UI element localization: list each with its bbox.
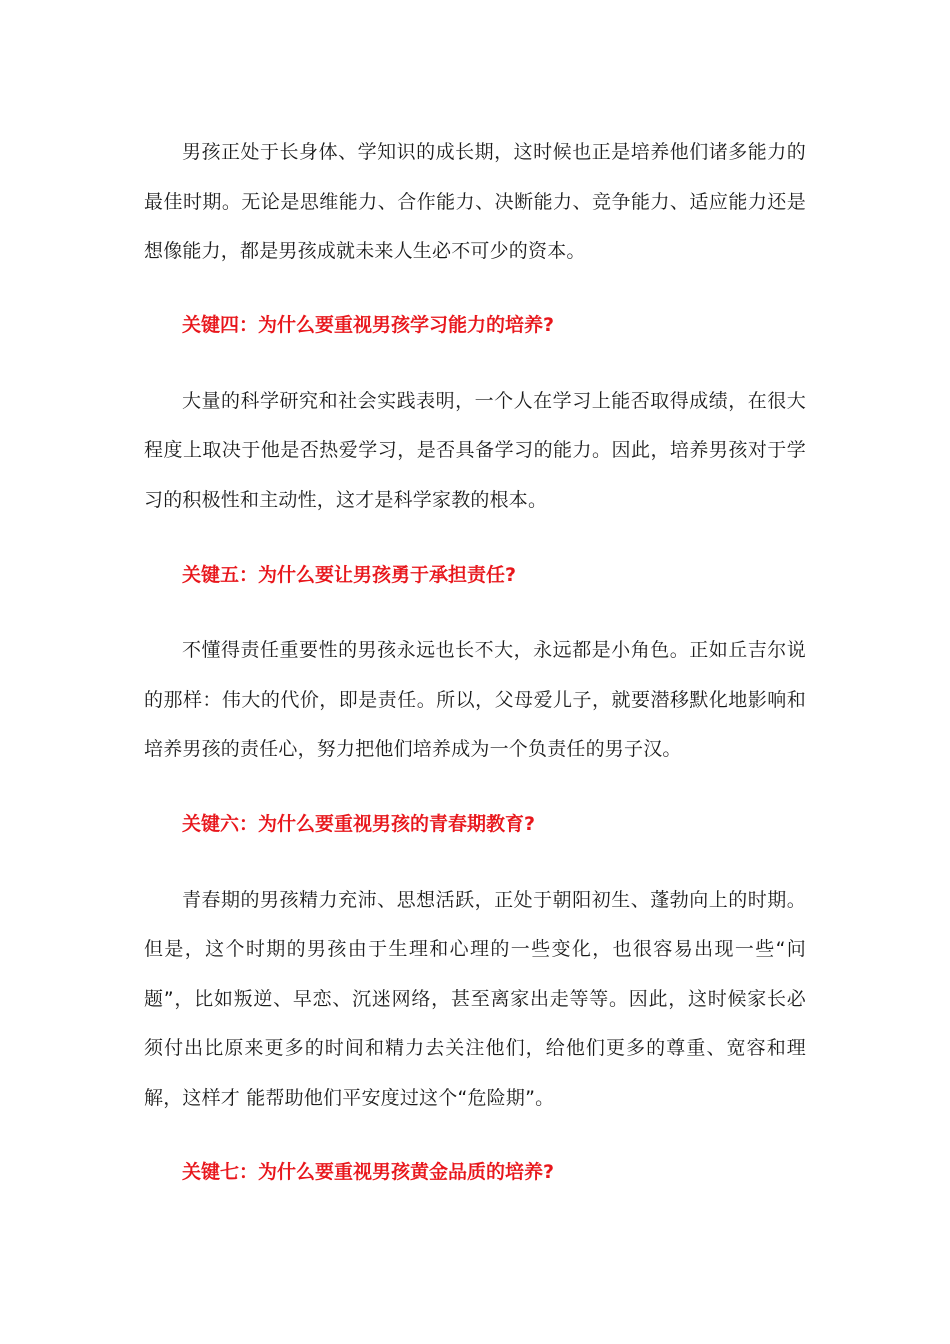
body-paragraph: 男孩正处于长身体、学知识的成长期，这时候也正是培养他们诸多能力的最佳时期。无论是思维能力、合作能力、决断能力、竞争能力、适应能力还是想像能力，都是男孩成就未来人生必不可少的资本。: [144, 141, 806, 262]
section-heading-key-four: 关键四：为什么要重视男孩学习能力的培养?: [182, 313, 555, 336]
section-heading-key-six: 关键六：为什么要重视男孩的青春期教育?: [182, 812, 536, 835]
body-paragraph: 大量的科学研究和社会实践表明，一个人在学习上能否取得成绩，在很大程度上取决于他是否热爱学习，是否具备学习的能力。因此，培养男孩对于学习的积极性和主动性，这才是科学家教的根本。: [144, 389, 806, 511]
body-paragraph: 青春期的男孩精力充沛、思想活跃，正处于朝阳初生、蓬勃向上的时期。但是，这个时期的男孩由于生理和心理的一些变化，也很容易出现一些“问题”，比如叛逆、早恋、沉迷网络，甚至离家出走等等。因此，这时候家长必须付出比原来更多的时间和精力去关注他们，给他们更多的尊重、宽容和理解，这样才 能帮助他们平安度过这个“危险期”。: [144, 888, 806, 1109]
document-page: [144, 128, 806, 1187]
section-heading-key-seven: 关键七：为什么要重视男孩黄金品质的培养?: [182, 1161, 555, 1183]
body-paragraph: 不懂得责任重要性的男孩永远也长不大，永远都是小角色。正如丘吉尔说的那样：伟大的代价，即是责任。所以，父母爱儿子，就要潜移默化地影响和培养男孩的责任心，努力把他们培养成为一个负责任的男子汉。: [144, 639, 806, 760]
section-heading-key-five: 关键五：为什么要让男孩勇于承担责任?: [182, 564, 517, 586]
